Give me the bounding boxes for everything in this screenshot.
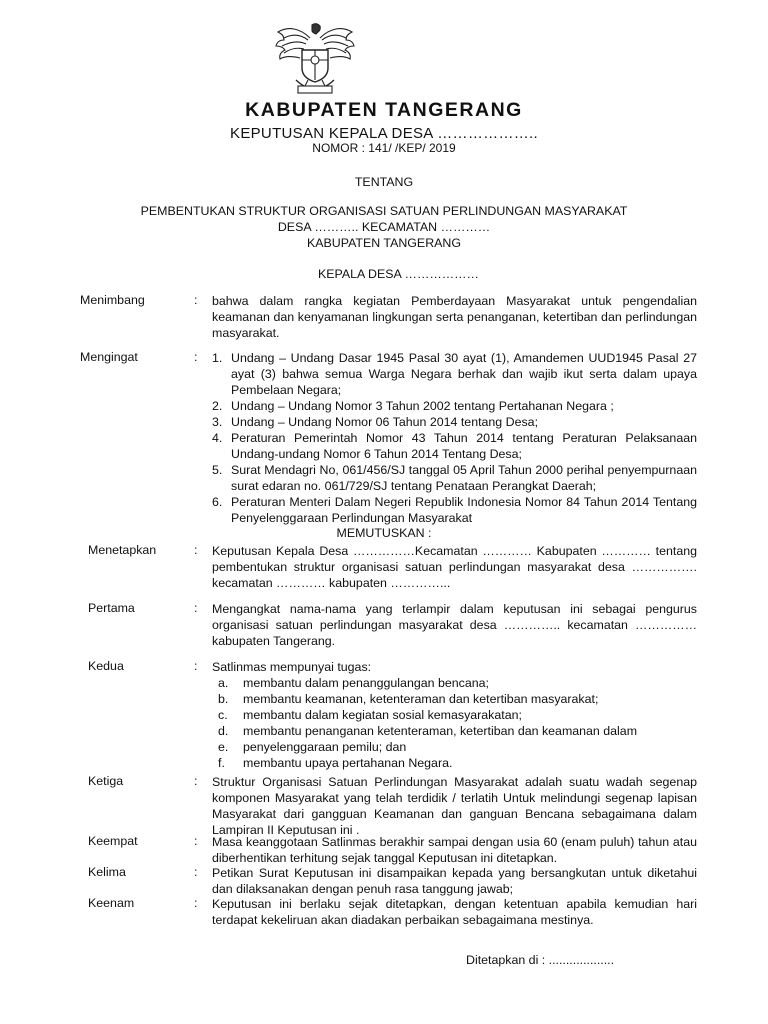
subject-line-3: KABUPATEN TANGERANG — [307, 236, 461, 250]
kelima-text: Petikan Surat Keputusan ini disampaikan kepada yang bersangkutan untuk diketahui dan dilaksanakan dengan penuh rasa tanggung jawab; — [212, 866, 697, 896]
keempat-text: Masa keanggotaan Satlinmas berakhir sampai dengan usia 60 (enam puluh) tahun atau diberhentikan terhitung sejak tanggal Keputusan ini ditetapkan. — [212, 835, 697, 865]
list-item — [218, 691, 697, 707]
list-item — [218, 739, 697, 755]
list-item — [212, 430, 697, 462]
list-marker: b. — [218, 692, 229, 706]
mengingat-colon: : — [194, 350, 198, 364]
tentang-heading: TENTANG — [354, 175, 414, 189]
list-text: membantu keamanan, ketenteraman dan ketertiban masyarakat; — [243, 692, 599, 706]
keenam-text: Keputusan ini berlaku sejak ditetapkan, dengan ketentuan apabila kemudian hari terdapat kekeliruan akan diadakan perbaikan sebagaimana mestinya. — [212, 897, 697, 927]
list-item — [218, 707, 697, 723]
keempat-label: Keempat — [88, 834, 138, 848]
list-item — [212, 494, 697, 526]
menetapkan-colon: : — [194, 543, 198, 557]
keenam-label: Keenam — [88, 896, 135, 910]
list-text: membantu upaya pertahanan Negara. — [243, 756, 453, 770]
pertama-text: Mengangkat nama-nama yang terlampir dalam keputusan ini sebagai pengurus organisasi satuan perlindungan masyarakat desa ………….. kecamatan …………… kabupaten Tangerang. — [212, 602, 697, 648]
list-item — [212, 350, 697, 398]
list-marker: 3. — [212, 415, 223, 429]
decree-number: NOMOR : 141/ /KEP/ 2019 — [312, 141, 456, 155]
keenam-colon: : — [194, 896, 198, 910]
list-text: Peraturan Menteri Dalam Negeri Republik Indonesia Nomor 84 Tahun 2014 Tentang Penyelenggaraan Perlindungan Masyarakat — [231, 495, 697, 525]
menetapkan-label: Menetapkan — [88, 543, 157, 557]
list-text: Undang – Undang Nomor 06 Tahun 2014 tentang Desa; — [231, 415, 539, 429]
list-item — [212, 414, 697, 430]
kedua-label: Kedua — [88, 659, 124, 673]
list-item — [218, 723, 697, 739]
menetapkan-text: Keputusan Kepala Desa ……………Kecamatan ………… Kabupaten ………… tentang pembentukan struktur organisasi satuan perlindungan masyarakat desa ……………. kecamatan ………… kabupaten …………... — [212, 544, 697, 590]
list-marker: 1. — [212, 351, 223, 365]
menimbang-colon: : — [194, 293, 198, 307]
signatory-heading: KEPALA DESA ……………… — [318, 267, 479, 281]
regency-title: KABUPATEN TANGERANG — [245, 99, 523, 121]
pertama-colon: : — [194, 601, 198, 615]
list-item — [212, 462, 697, 494]
ketiga-text: Struktur Organisasi Satuan Perlindungan Masyarakat adalah suatu wadah segenap komponen Masyarakat yang telah terdidik / terlatih Untuk melindungi segenap lapisan Masyarakat dari gangguan Keamanan dan ganguan Bencana sebagaimana dalam Lampiran II Keputusan ini . — [212, 775, 697, 837]
list-text: membantu dalam penanggulangan bencana; — [243, 676, 489, 690]
list-text: Peraturan Pemerintah Nomor 43 Tahun 2014 tentang Peraturan Pelaksanaan Undang-undang Nomor 6 Tahun 2014 Tentang Desa; — [231, 431, 697, 461]
list-text: membantu dalam kegiatan sosial kemasyarakatan; — [243, 708, 522, 722]
list-marker: e. — [218, 740, 229, 754]
menimbang-label: Menimbang — [80, 293, 145, 307]
list-marker: d. — [218, 724, 229, 738]
subject-line-2: DESA ……….. KECAMATAN ………… — [277, 220, 491, 234]
memutuskan-heading: MEMUTUSKAN : — [336, 526, 432, 540]
list-marker: c. — [218, 708, 228, 722]
decree-title: KEPUTUSAN KEPALA DESA ……………….. — [230, 125, 538, 142]
pertama-label: Pertama — [88, 601, 135, 615]
keempat-colon: : — [194, 834, 198, 848]
ketiga-colon: : — [194, 774, 198, 788]
list-text: Undang – Undang Dasar 1945 Pasal 30 ayat (1), Amandemen UUD1945 Pasal 27 ayat (3) bahwa semua Warga Negara berhak dan wajib ikut serta dalam upaya Pembelaan Negara; — [231, 351, 697, 397]
list-text: Surat Mendagri No, 061/456/SJ tanggal 05 April Tahun 2000 perihal penyempurnaan surat edaran no. 061/729/SJ tentang Penataan Perangkat Daerah; — [231, 463, 697, 493]
list-item — [218, 675, 697, 691]
subject-line-1: PEMBENTUKAN STRUKTUR ORGANISASI SATUAN PERLINDUNGAN MASYARAKAT — [140, 204, 628, 218]
mengingat-label: Mengingat — [80, 350, 138, 364]
list-marker: 4. — [212, 431, 223, 445]
mengingat-list — [212, 350, 697, 526]
kelima-colon: : — [194, 865, 198, 879]
list-text: penyelenggaraan pemilu; dan — [243, 740, 407, 754]
kedua-intro: Satlinmas mempunyai tugas: — [212, 660, 372, 674]
list-text: membantu penanganan ketenteraman, ketertiban dan keamanan dalam — [243, 724, 638, 738]
list-marker: 6. — [212, 495, 223, 509]
list-item — [218, 755, 697, 771]
list-item — [212, 398, 697, 414]
garuda-emblem-icon — [270, 22, 360, 100]
kedua-colon: : — [194, 659, 198, 673]
kelima-label: Kelima — [88, 865, 126, 879]
kedua-list — [218, 675, 697, 771]
list-marker: 2. — [212, 399, 223, 413]
ketiga-label: Ketiga — [88, 774, 124, 788]
list-text: Undang – Undang Nomor 3 Tahun 2002 tentang Pertahanan Negara ; — [231, 399, 614, 413]
list-marker: 5. — [212, 463, 223, 477]
list-marker: f. — [218, 756, 225, 770]
ditetapkan-line: Ditetapkan di : ................... — [466, 953, 615, 967]
menimbang-text: bahwa dalam rangka kegiatan Pemberdayaan Masyarakat untuk pengendalian keamanan dan kenyamanan lingkungan serta penanganan, ketertiban dan perlindungan masyarakat. — [212, 294, 697, 340]
list-marker: a. — [218, 676, 229, 690]
